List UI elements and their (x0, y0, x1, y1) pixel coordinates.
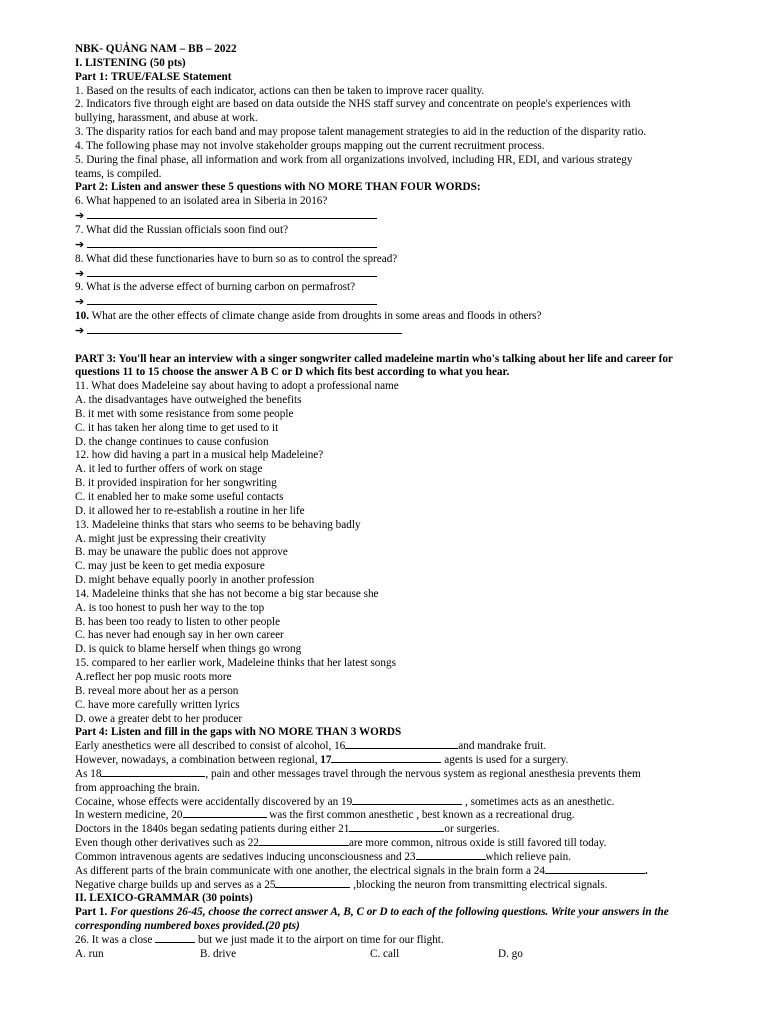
part4-heading: Part 4: Listen and fill in the gaps with NO MORE THAN 3 WORDS (75, 726, 402, 739)
gap-line-20 (75, 809, 695, 823)
part3-line: 14. Madeleine thinks that she has not become a big star because she (75, 587, 379, 600)
gap-line-17 (75, 754, 695, 768)
gap-line-21 (75, 823, 695, 837)
gap-line-16 (75, 740, 695, 754)
part3-line: C. have more carefully written lyrics (75, 698, 240, 711)
part3-line: D. is quick to blame herself when things go wrong (75, 643, 302, 656)
gap-text: Doctors in the 1840s began sedating patients during either 21 (75, 823, 350, 836)
section-listening-heading: I. LISTENING (50 pts) (75, 56, 186, 69)
lexico-part1-instructions (75, 906, 695, 934)
part3-line: 12. how did having a part in a musical help Madeleine? (75, 449, 324, 462)
part3-line: A.reflect her pop music roots more (75, 670, 232, 683)
instruction-text: For questions 26-45, choose the correct answer A, B, C or D to each of the following questions. Write your answers in the corresponding numbered boxes provided.(20 pts) (75, 906, 669, 933)
part2-question: 7. What did the Russian officials soon find out? (75, 223, 289, 236)
gap-blank-25[interactable] (275, 887, 350, 888)
part1-statement: bullying, harassment, and abuse at work. (75, 112, 258, 125)
option-d[interactable]: D. go (498, 947, 523, 960)
gap-text: In western medicine, 20 (75, 809, 183, 822)
gap-text: As different parts of the brain communicate with one another, the electrical signals in the brain form a 24 (75, 864, 545, 877)
gap-text: . (645, 864, 648, 877)
question-26 (75, 934, 695, 948)
answer-line[interactable] (75, 295, 695, 310)
part2-heading: Part 2: Listen and answer these 5 questions with NO MORE THAN FOUR WORDS: (75, 181, 481, 194)
part3-line: D. might behave equally poorly in another profession (75, 574, 315, 587)
gap-text: and mandrake fruit. (458, 740, 547, 753)
answer-blank[interactable] (87, 267, 377, 277)
part2-question: 6. What happened to an isolated area in Siberia in 2016? (75, 195, 328, 208)
gap-line-18-cont: from approaching the brain. (75, 781, 200, 794)
arrow-icon: ➔ (75, 267, 85, 280)
gap-text: ,blocking the neuron from transmitting electrical signals. (350, 878, 608, 891)
part2-question: 8. What did these functionaries have to burn so as to control the spread? (75, 252, 398, 265)
answer-blank-26[interactable] (155, 942, 195, 943)
option-c[interactable]: C. call (370, 947, 400, 960)
arrow-icon: ➔ (75, 296, 85, 309)
gap-line-23 (75, 851, 695, 865)
part3-line: C. it has taken her along time to get used to it (75, 421, 279, 434)
section-lexico-heading: II. LEXICO-GRAMMAR (30 points) (75, 892, 253, 905)
question-text: 26. It was a close (75, 934, 156, 946)
part3-line: 11. What does Madeleine say about having to adopt a professional name (75, 380, 399, 393)
gap-text: agents is used for a surgery. (441, 754, 569, 767)
gap-text: or surgeries. (444, 823, 500, 836)
exam-title: NBK- QUẢNG NAM – BB – 2022 (75, 43, 237, 55)
part3-line: A. is too honest to push her way to the top (75, 601, 265, 614)
answer-blank[interactable] (87, 324, 402, 334)
part3-heading: PART 3: You'll hear an interview with a singer songwriter called madeleine martin who's talking about her life and career for questions 11 to 15 choose the answer A B C or D which fits best according to what you hear. (75, 352, 673, 379)
gap-text: Negative charge builds up and serves as a 25 (75, 878, 276, 891)
gap-blank-22[interactable] (259, 845, 349, 846)
gap-blank-16[interactable] (345, 748, 458, 749)
gap-text: Common intravenous agents are sedatives inducing unconsciousness and 23 (75, 850, 416, 863)
answer-blank[interactable] (87, 209, 377, 219)
q10-number: 10. (75, 310, 89, 323)
answer-line[interactable] (75, 238, 695, 253)
part3-line: B. may be unaware the public does not approve (75, 546, 288, 559)
answer-blank[interactable] (87, 295, 377, 305)
question-text: but we just made it to the airport on time for our flight. (195, 934, 444, 946)
gap-blank-23[interactable] (416, 859, 486, 860)
answer-line[interactable] (75, 324, 695, 339)
q10-text: What are the other effects of climate change aside from droughts in some areas and floods in others? (88, 310, 542, 323)
gap-text: However, nowadays, a combination between regional, (75, 754, 321, 767)
option-b[interactable]: B. drive (200, 947, 237, 960)
part1-heading: Part 1: TRUE/FALSE Statement (75, 70, 232, 83)
exam-page (75, 43, 695, 962)
gap-blank-21[interactable] (349, 831, 444, 832)
answer-line[interactable] (75, 209, 695, 224)
part1-statement: 2. Indicators five through eight are based on data outside the NHS staff survey and concentrate on people's experiences with (75, 98, 631, 111)
part3-line: 13. Madeleine thinks that stars who seems to be behaving badly (75, 518, 361, 531)
part1-statement: teams, is compiled. (75, 167, 162, 180)
part2-question-10 (75, 310, 695, 324)
arrow-icon: ➔ (75, 210, 85, 223)
gap-text: , pain and other messages travel through the nervous system as regional anesthesia prevents them (205, 767, 641, 780)
arrow-icon: ➔ (75, 324, 85, 337)
gap-blank-20[interactable] (183, 817, 267, 818)
answer-line[interactable] (75, 267, 695, 282)
part-label: Part 1. (75, 906, 108, 919)
part3-line: C. it enabled her to make some useful contacts (75, 491, 284, 503)
part2-question: 9. What is the adverse effect of burning carbon on permafrost? (75, 281, 356, 294)
part3-line: D. it allowed her to re-establish a routine in her life (75, 504, 305, 517)
gap-line-18 (75, 768, 695, 782)
part3-line: B. has been too ready to listen to other people (75, 615, 281, 628)
part1-statement: 3. The disparity ratios for each band and may propose talent management strategies to aid in the reduction of the disparity ratio. (75, 126, 647, 139)
gap-line-25 (75, 879, 695, 893)
part3-line: C. has never had enough say in her own career (75, 629, 284, 642)
gap-line-24 (75, 865, 695, 879)
part3-line: A. the disadvantages have outweighed the benefits (75, 394, 302, 407)
part1-statement: 1. Based on the results of each indicator, actions can then be taken to improve racer quality. (75, 84, 485, 97)
part3-line: 15. compared to her earlier work, Madeleine thinks that her latest songs (75, 657, 396, 670)
gap-number: 17 (320, 754, 332, 767)
gap-blank-24[interactable] (545, 873, 645, 874)
gap-text: Cocaine, whose effects were accidentally discovered by an 19 (75, 795, 353, 808)
part3-line: B. reveal more about her as a person (75, 684, 239, 697)
gap-text: was the first common anesthetic , best known as a recreational drug. (266, 809, 575, 822)
question-26-options (75, 948, 695, 962)
part1-statement: 5. During the final phase, all information and work from all organizations involved, including HR, EDI, and various strategy (75, 153, 633, 166)
part3-line: B. it provided inspiration for her songwriting (75, 477, 277, 490)
gap-line-22 (75, 837, 695, 851)
gap-line-19 (75, 796, 695, 810)
gap-text: are more common, nitrous oxide is still favored till today. (348, 837, 607, 850)
option-a[interactable]: A. run (75, 947, 104, 960)
gap-blank-17[interactable] (331, 762, 441, 763)
gap-blank-19[interactable] (352, 804, 462, 805)
answer-blank[interactable] (87, 238, 377, 248)
part3-line: A. it led to further offers of work on stage (75, 463, 263, 476)
gap-text: Even though other derivatives such as 22 (75, 837, 259, 850)
part3-line: D. owe a greater debt to her producer (75, 712, 243, 725)
gap-text: As 18 (75, 767, 102, 780)
gap-text: Early anesthetics were all described to consist of alcohol, 16 (75, 740, 346, 753)
part3-line: B. it met with some resistance from some people (75, 407, 294, 420)
gap-blank-18[interactable] (101, 776, 205, 777)
part3-line: D. the change continues to cause confusion (75, 435, 269, 448)
gap-text: which relieve pain. (485, 850, 571, 863)
part3-line: A. might just be expressing their creativity (75, 532, 267, 545)
arrow-icon: ➔ (75, 238, 85, 251)
part3-line: C. may just be keen to get media exposure (75, 560, 265, 573)
part1-statement: 4. The following phase may not involve stakeholder groups mapping out the current recruitment process. (75, 139, 545, 152)
gap-text: , sometimes acts as an anesthetic. (462, 795, 615, 808)
